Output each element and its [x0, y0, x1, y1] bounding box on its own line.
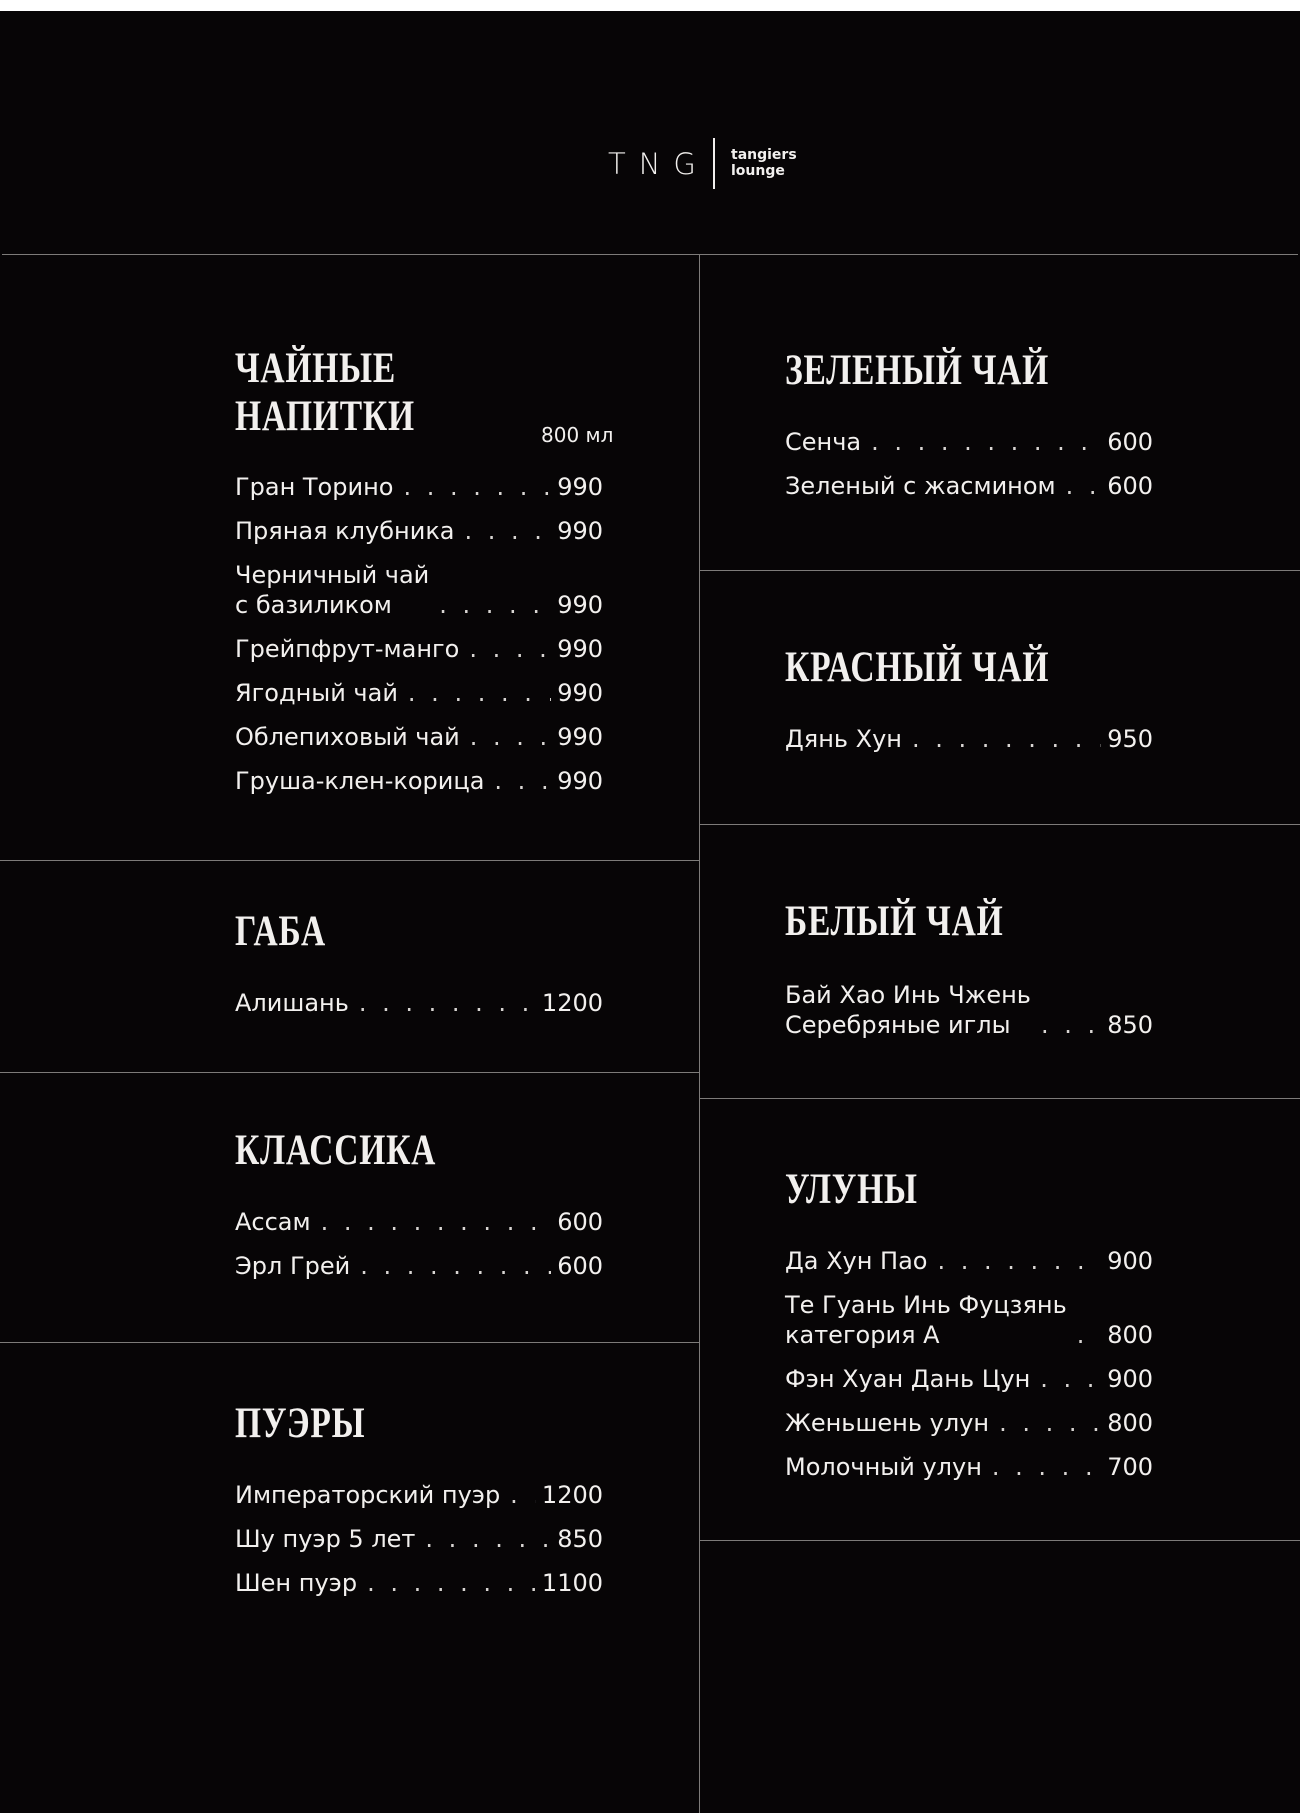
item-price: 900	[1107, 1247, 1153, 1275]
section-title: ЗЕЛЕНЫЙ ЧАЙ	[785, 347, 1050, 394]
menu-item	[235, 678, 603, 708]
menu-item	[785, 1246, 1153, 1276]
divider-top	[2, 254, 1298, 255]
item-name: Императорский пуэр	[235, 1481, 501, 1509]
leader-dots	[494, 766, 551, 796]
item-name-line-1: Те Гуань Инь Фуцзянь	[785, 1291, 1067, 1319]
section-title: ПУЭРЫ	[235, 1400, 366, 1447]
title-line-2: НАПИТКИ	[235, 393, 415, 440]
menu-item	[235, 722, 603, 752]
section-title: КРАСНЫЙ ЧАЙ	[785, 644, 1050, 691]
section-title: КЛАССИКА	[235, 1127, 437, 1174]
item-list	[785, 980, 1155, 1054]
item-price: 600	[1107, 472, 1153, 500]
leader-dots	[912, 724, 1101, 754]
menu-item	[235, 1480, 603, 1510]
item-name: Эрл Грей	[235, 1252, 351, 1280]
leader-dots	[992, 1452, 1101, 1482]
menu-page	[0, 11, 1300, 1813]
menu-item	[785, 471, 1153, 501]
menu-item	[235, 560, 603, 620]
section-classic	[235, 1127, 610, 1280]
leader-dots	[1041, 1010, 1101, 1040]
item-price: 990	[557, 517, 603, 545]
item-price: 900	[1107, 1365, 1153, 1393]
section-green-tea	[785, 347, 1160, 500]
menu-item	[235, 472, 603, 502]
divider-center	[699, 255, 700, 1813]
item-price: 850	[1107, 1011, 1153, 1039]
leader-dots	[360, 1251, 551, 1281]
item-price: 800	[1107, 1321, 1153, 1349]
divider-left-3	[0, 1342, 699, 1343]
item-name: Облепиховый чай	[235, 723, 460, 751]
item-name: Молочный улун	[785, 1453, 982, 1481]
item-name: Шу пуэр 5 лет	[235, 1525, 416, 1553]
item-price: 600	[557, 1252, 603, 1280]
leader-dots	[359, 988, 536, 1018]
item-name-line-2: Серебряные иглы	[785, 1011, 1011, 1039]
menu-item	[235, 634, 603, 664]
item-price: 990	[557, 635, 603, 663]
section-title: БЕЛЫЙ ЧАЙ	[785, 898, 1004, 945]
divider-right-4	[700, 1540, 1300, 1541]
item-name: Груша-клен-корица	[235, 767, 485, 795]
leader-dots	[1077, 1320, 1101, 1350]
menu-item	[235, 1251, 603, 1281]
item-list	[235, 1480, 605, 1612]
item-price: 600	[1107, 428, 1153, 456]
item-list	[235, 472, 605, 810]
brand-mark: TNG	[608, 147, 709, 181]
leader-dots	[510, 1480, 536, 1510]
section-title: ГАБА	[235, 908, 326, 955]
item-name-line-2: с базиликом	[235, 591, 392, 619]
item-price: 990	[557, 591, 603, 619]
item-name	[235, 560, 429, 620]
menu-item	[785, 724, 1153, 754]
menu-item	[785, 1408, 1153, 1438]
title-line-1: ЧАЙНЫЕ	[235, 345, 397, 392]
leader-dots	[321, 1207, 552, 1237]
brand-line-1: tangiers	[731, 147, 797, 163]
section-title: УЛУНЫ	[785, 1166, 918, 1213]
menu-item	[785, 980, 1153, 1040]
section-red-tea	[785, 644, 1160, 753]
item-list	[785, 427, 1155, 515]
leader-dots	[1066, 471, 1102, 501]
item-price: 990	[557, 679, 603, 707]
section-tea-drinks	[235, 345, 614, 795]
leader-dots	[938, 1246, 1102, 1276]
leader-dots	[403, 472, 551, 502]
divider-left-2	[0, 1072, 699, 1073]
item-price: 1200	[541, 989, 603, 1017]
item-price: 990	[557, 767, 603, 795]
section-puer	[235, 1400, 610, 1597]
item-price: 950	[1107, 725, 1153, 753]
item-price: 800	[1107, 1409, 1153, 1437]
divider-right-2	[700, 824, 1300, 825]
section-gaba	[235, 908, 610, 1017]
item-name: Ассам	[235, 1208, 311, 1236]
menu-item	[235, 516, 603, 546]
leader-dots	[408, 678, 551, 708]
item-name: Дянь Хун	[785, 725, 902, 753]
divider-right-3	[700, 1098, 1300, 1099]
section-oolong	[785, 1166, 1160, 1481]
logo-divider	[713, 138, 715, 189]
item-price: 990	[557, 723, 603, 751]
leader-dots	[1040, 1364, 1101, 1394]
menu-item	[235, 1524, 603, 1554]
menu-item	[785, 1290, 1153, 1350]
item-name: Шен пуэр	[235, 1569, 358, 1597]
item-name: Сенча	[785, 428, 862, 456]
menu-item	[785, 1364, 1153, 1394]
item-list	[235, 1207, 605, 1295]
item-price: 700	[1107, 1453, 1153, 1481]
item-name: Грейпфрут-манго	[235, 635, 460, 663]
leader-dots	[871, 427, 1101, 457]
leader-dots	[439, 590, 551, 620]
item-name: Ягодный чай	[235, 679, 398, 707]
item-name	[785, 1290, 1067, 1350]
menu-item	[235, 1207, 603, 1237]
divider-right-1	[700, 570, 1300, 571]
item-name-line-2: категория А	[785, 1321, 940, 1349]
leader-dots	[367, 1568, 536, 1598]
section-title	[235, 345, 528, 441]
menu-item	[235, 766, 603, 796]
item-price: 1100	[541, 1569, 603, 1597]
menu-item	[235, 1568, 603, 1598]
item-list	[785, 1246, 1155, 1496]
item-price: 600	[557, 1208, 603, 1236]
menu-item	[235, 988, 603, 1018]
item-list	[235, 988, 605, 1032]
leader-dots	[469, 634, 551, 664]
item-name: Пряная клубника	[235, 517, 455, 545]
item-name	[785, 980, 1031, 1040]
brand-subtitle	[731, 147, 797, 179]
section-white-tea	[785, 898, 1160, 1039]
divider-left-1	[0, 860, 699, 861]
item-name-line-1: Бай Хао Инь Чжень	[785, 981, 1031, 1009]
leader-dots	[425, 1524, 551, 1554]
brand-line-2: lounge	[731, 163, 785, 179]
menu-item	[785, 1452, 1153, 1482]
leader-dots	[470, 722, 551, 752]
leader-dots	[999, 1408, 1101, 1438]
item-name: Гран Торино	[235, 473, 394, 501]
item-name: Женьшень улун	[785, 1409, 990, 1437]
volume-label: 800 мл	[541, 423, 614, 447]
item-name: Зеленый с жасмином	[785, 472, 1056, 500]
item-name: Алишань	[235, 989, 349, 1017]
item-name: Да Хун Пао	[785, 1247, 928, 1275]
item-price: 1200	[541, 1481, 603, 1509]
item-name-line-1: Черничный чай	[235, 561, 430, 589]
item-name: Фэн Хуан Дань Цун	[785, 1365, 1031, 1393]
leader-dots	[465, 516, 552, 546]
item-list	[785, 724, 1155, 768]
item-price: 990	[557, 473, 603, 501]
menu-item	[785, 427, 1153, 457]
item-price: 850	[557, 1525, 603, 1553]
